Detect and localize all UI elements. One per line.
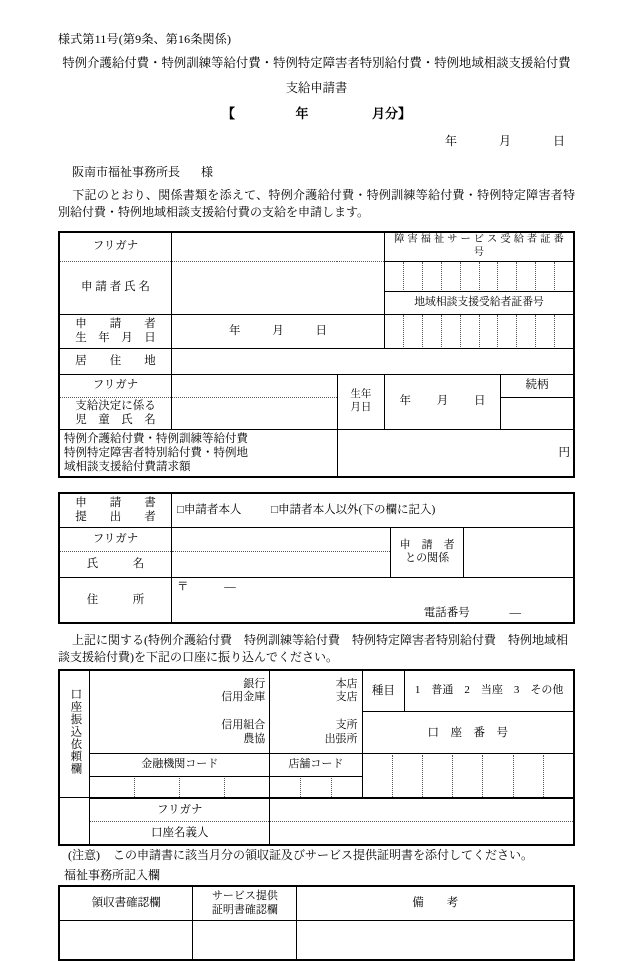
service-cert-number-cells[interactable] xyxy=(385,261,574,291)
applicant-birth-label: 申 請 者 生 年 月 日 xyxy=(59,314,171,348)
transfer-note xyxy=(58,632,575,667)
store-code-label: 店舗コード xyxy=(270,754,362,777)
submitter-options xyxy=(171,493,574,527)
table-row xyxy=(59,712,574,754)
applicant-birth-input[interactable] xyxy=(171,314,384,348)
postal-dash: — xyxy=(224,580,236,593)
table-row xyxy=(59,429,574,477)
postal-code-field[interactable] xyxy=(177,580,236,594)
transfer-note-text: 上記に関する(特例介護給付費 特例訓練等給付費 特例特定障害者特別給付費 特例地域相談支援給付費)を下記の口座に振り込んでください。 xyxy=(58,633,568,665)
bank-code-label: 金融機関コード xyxy=(90,754,270,777)
date-day-label: 日 xyxy=(552,134,565,148)
account-number-strip[interactable] xyxy=(363,755,573,797)
residence-input[interactable] xyxy=(171,348,574,374)
bank-transfer-table xyxy=(58,669,575,799)
account-type-options[interactable]: 1 普通 2 当座 3 その他 xyxy=(405,670,574,712)
service-cert-check-label: サービス提供 証明書確認欄 xyxy=(193,886,297,920)
submitter-table xyxy=(58,492,575,624)
residence-label: 居 住 地 xyxy=(59,348,171,374)
checkbox-applicant-self[interactable]: □申請者本人 xyxy=(176,504,242,517)
birth-month-label: 月 xyxy=(272,324,284,337)
submission-date-line xyxy=(58,132,565,149)
bank-institution-type[interactable]: 銀行 信用金庫 xyxy=(90,670,270,712)
bank-code-strip[interactable] xyxy=(90,778,269,797)
table-row xyxy=(59,886,574,920)
claim-amount-unit: 円 xyxy=(558,446,570,459)
child-name-label: 支給決定に係る 児 童 氏 名 xyxy=(59,397,171,429)
applicant-name-label: 申 請 者 氏 名 xyxy=(59,261,171,314)
postal-mark-icon: 〒 xyxy=(176,580,189,593)
table-row xyxy=(59,348,574,374)
submitter-name-label: 氏 名 xyxy=(59,551,171,577)
addressee-office: 阪南市福祉事務所長 xyxy=(72,165,181,179)
office-section-label: 福祉事務所記入欄 xyxy=(64,868,161,883)
table-row xyxy=(59,527,574,551)
account-holder-furigana-input[interactable] xyxy=(270,798,574,821)
lead-paragraph-text: 下記のとおり、関係書類を添えて、特例介護給付費・特例訓練等給付費・特例特定障害者特別給付費・特例地域相談支援給付費の支給を申請します。 xyxy=(58,188,575,220)
caution-note xyxy=(58,846,575,863)
table-row xyxy=(59,232,574,261)
telephone-dash: — xyxy=(509,606,521,619)
table-row xyxy=(59,314,574,348)
office-use-table xyxy=(58,885,575,961)
table-row xyxy=(59,670,574,712)
bank-branch-type[interactable]: 本店 支店 xyxy=(270,670,362,712)
child-birth-year-label: 年 xyxy=(399,395,412,408)
applicant-furigana-label: フリガナ xyxy=(59,232,171,261)
table-row xyxy=(59,577,574,623)
table-row xyxy=(59,821,574,845)
child-furigana-input[interactable] xyxy=(171,374,337,397)
applicant-table xyxy=(58,231,575,478)
child-furigana-label: フリガナ xyxy=(59,374,171,397)
telephone-label: 電話番号 xyxy=(423,606,470,619)
submitter-furigana-input[interactable] xyxy=(171,527,390,551)
child-birth-input[interactable] xyxy=(385,374,501,429)
addressee xyxy=(72,163,575,180)
period-month-label: 月分】 xyxy=(372,106,412,121)
claim-amount-label: 特例介護給付費・特例訓練等給付費 特例特定障害者特別給付費・特例地 域相談支援給付費請求額 xyxy=(59,429,337,477)
relation-input[interactable] xyxy=(501,397,574,429)
birth-day-label: 日 xyxy=(315,324,327,337)
claim-amount-input[interactable] xyxy=(337,429,574,477)
form-number: 様式第11号(第9条、第16条関係) xyxy=(58,32,232,46)
submitter-address-label: 住 所 xyxy=(59,577,171,623)
date-year-label: 年 xyxy=(444,134,457,148)
applicant-furigana-input[interactable] xyxy=(171,232,384,261)
period-year-label: 年 xyxy=(295,106,309,121)
submitter-name-input[interactable] xyxy=(171,551,390,577)
period-bracket-open: 【 xyxy=(221,106,235,121)
bank-section-vertical-label-cont xyxy=(59,798,90,845)
submitter-furigana-label: フリガナ xyxy=(59,527,171,551)
checkbox-applicant-other[interactable]: □申請者本人以外(下の欄に記入) xyxy=(271,504,436,517)
child-birth-label: 生年 月日 xyxy=(337,374,384,429)
applicant-name-input[interactable] xyxy=(171,261,384,314)
account-type-label: 種目 xyxy=(362,670,405,712)
receipt-check-input[interactable] xyxy=(59,920,193,960)
regional-cert-number-label: 地域相談支援受給者証番号 xyxy=(385,291,574,314)
regional-cert-number-cells[interactable] xyxy=(385,314,574,348)
remarks-input[interactable] xyxy=(297,920,574,960)
table-row xyxy=(59,374,574,397)
service-cert-number-label: 障 害 福 祉 サ ー ビ ス 受 給 者 証 番 号 xyxy=(385,232,574,261)
date-month-label: 月 xyxy=(498,134,511,148)
table-row xyxy=(59,798,574,821)
receipt-check-label: 領収書確認欄 xyxy=(59,886,193,920)
child-birth-day-label: 日 xyxy=(474,395,486,408)
account-holder-name-input[interactable] xyxy=(270,821,574,845)
service-cert-number-strip[interactable] xyxy=(385,262,573,290)
child-birth-month-label: 月 xyxy=(436,395,449,408)
addressee-honorific: 様 xyxy=(201,165,214,179)
caution-text: この申請書に該当月分の領収証及びサービス提供証明書を添付してください。 xyxy=(113,848,534,863)
remarks-label: 備 考 xyxy=(297,886,574,920)
bank-branch-type-2[interactable]: 支所 出張所 xyxy=(270,712,362,754)
child-name-input[interactable] xyxy=(171,397,337,429)
store-code-cells[interactable] xyxy=(270,777,362,798)
submitter-relation-label: 申 請 者 との関係 xyxy=(390,527,463,577)
account-holder-table xyxy=(58,798,575,847)
bank-institution-type-2[interactable]: 信用組合 農協 xyxy=(90,712,270,754)
regional-cert-number-strip[interactable] xyxy=(385,315,573,347)
form-title-main: 特例介護給付費・特例訓練等給付費・特例特定障害者特別給付費・特例地域相談支援給付費 xyxy=(62,56,571,70)
form-title-sub: 支給申請書 xyxy=(285,81,348,95)
caution-label: (注意) xyxy=(68,848,100,863)
account-holder-furigana-label: フリガナ xyxy=(90,798,270,821)
account-number-label: 口 座 番 号 xyxy=(362,712,574,754)
store-code-strip[interactable] xyxy=(270,778,361,797)
table-row xyxy=(59,754,574,777)
lead-paragraph xyxy=(58,187,575,222)
telephone-field[interactable] xyxy=(424,606,521,620)
submitter-label: 申 請 書 提 出 者 xyxy=(59,493,171,527)
relation-label: 続柄 xyxy=(501,374,574,397)
bank-code-cells[interactable] xyxy=(90,777,270,798)
table-row xyxy=(59,920,574,960)
submitter-relation-input[interactable] xyxy=(464,527,574,577)
submitter-address-input[interactable] xyxy=(171,577,574,623)
account-holder-name-label: 口座名義人 xyxy=(90,821,270,845)
table-row xyxy=(59,261,574,291)
period-field xyxy=(58,103,575,122)
table-row xyxy=(59,493,574,527)
service-cert-check-input[interactable] xyxy=(193,920,297,960)
account-number-cells[interactable] xyxy=(362,754,574,798)
birth-year-label: 年 xyxy=(229,324,241,337)
bank-section-vertical-label: 口座振込依頼欄 xyxy=(59,670,90,798)
